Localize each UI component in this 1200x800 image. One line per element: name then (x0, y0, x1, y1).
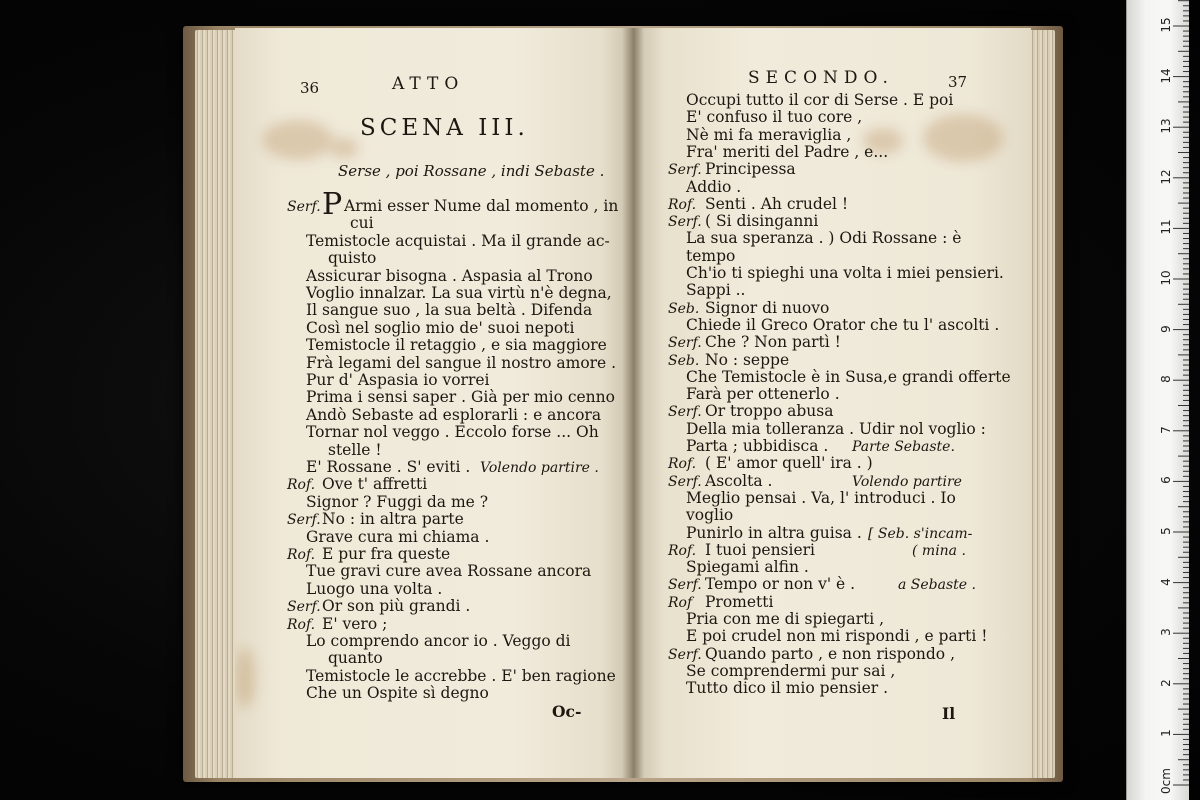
verse-line: Grave cura mi chiama . (306, 527, 490, 546)
verse-line: Spiegami alfin . (686, 558, 809, 577)
verse-line: Temistocle il retaggio , e sia maggiore (306, 336, 607, 355)
verse-line: ( Si disinganni (705, 212, 819, 231)
right-catchword: Il (942, 704, 956, 723)
verse-line: Tornar nol veggo . Eccolo forse ... Oh (306, 423, 599, 442)
scene-title: SCENA III. (360, 115, 529, 141)
speaker-label: Rof (668, 594, 693, 611)
stage-direction: Parte Sebaste. (852, 439, 955, 455)
ruler-label: 11 (1159, 219, 1173, 236)
verse-line: Farà per ottenerlo . (686, 385, 840, 404)
verse-line: I tuoi pensieri (705, 540, 816, 559)
verse-line: Della mia tolleranza . Udir nol voglio : (686, 419, 986, 438)
speaker-label: Rof. (287, 477, 316, 494)
verse-line: E poi crudel non mi rispondi , e parti ! (686, 627, 988, 646)
speaker-label: Serf. (668, 335, 702, 352)
stage-direction: [ Seb. s'incam- (868, 525, 973, 542)
ruler-label: 3 (1159, 628, 1173, 637)
verse-line: Parta ; ubbidisca . (686, 437, 829, 455)
ruler-label: 8 (1159, 375, 1173, 384)
verse-line: Pur d' Aspasia io vorrei (306, 371, 490, 389)
book-gutter (622, 28, 644, 778)
verse-line: quisto (328, 249, 377, 268)
verse-line: Ove t' affretti (322, 475, 428, 494)
verse-line: Occupi tutto il cor di Serse . E poi (686, 91, 954, 109)
verse-line: Armi esser Nume dal momento , in (344, 197, 619, 215)
drop-cap: P (322, 187, 343, 222)
ruler-label: 13 (1159, 118, 1173, 134)
right-page-number: 37 (948, 73, 968, 91)
verse-line: Pria con me di spiegarti , (686, 610, 885, 628)
verse-line: Assicurar bisogna . Aspasia al Trono (306, 266, 593, 285)
verse-line: No : seppe (705, 350, 790, 369)
verse-line: Or troppo abusa (705, 402, 834, 421)
verse-line: Ascolta . (705, 471, 773, 490)
verse-line: ( E' amor quell' ira . ) (705, 454, 873, 473)
verse-line: E' vero ; (322, 614, 388, 633)
verse-line: E' confuso il tuo core , (686, 108, 863, 127)
verse-line: Temistocle acquistai . Ma il grande ac- (306, 231, 610, 250)
ruler-label: 9 (1159, 324, 1173, 333)
speaker-label: Rof. (668, 196, 697, 213)
verse-line: voglio (686, 506, 734, 525)
speaker-label: Rof. (287, 616, 316, 633)
verse-line: cui (350, 214, 374, 233)
measuring-ruler (1126, 0, 1189, 800)
right-running-head: SECONDO. (748, 68, 894, 88)
speaker-label: Serf. (668, 646, 702, 663)
verse-line: tempo (686, 246, 736, 265)
left-running-head: ATTO (392, 74, 465, 94)
speaker-label: Serf. (287, 199, 321, 215)
left-catchword: Oc- (552, 702, 582, 721)
verse-line: Così nel soglio mio de' suoi nepoti (306, 318, 575, 337)
verse-line: Or son più grandi . (322, 597, 471, 616)
verse-line: Meglio pensai . Va, l' introduci . Io (686, 488, 956, 507)
verse-line: La sua speranza . ) Odi Rossane : è (686, 229, 962, 248)
verse-line: Tue gravi cure avea Rossane ancora (306, 562, 592, 581)
verse-line: Quando parto , e non rispondo , (705, 644, 955, 663)
verse-line: Che ? Non partì ! (705, 333, 841, 352)
verse-line: Signor ? Fuggi da me ? (306, 492, 489, 511)
stage-direction: a Sebaste . (898, 577, 976, 594)
speaker-label: Rof. (287, 547, 316, 563)
verse-line: Chiede il Greco Orator che tu l' ascolti . (686, 315, 1000, 334)
stage-direction: Volendo partire . (480, 460, 599, 476)
ruler-label: 12 (1159, 169, 1173, 185)
ruler-label: 10 (1159, 270, 1173, 286)
verse-line: Sappi .. (686, 281, 746, 300)
verse-line: Punirlo in altra guisa . (686, 523, 862, 542)
ruler-label: 7 (1159, 425, 1173, 434)
ruler-label: 6 (1159, 476, 1173, 485)
speaker-label: Serf. (668, 577, 702, 594)
verse-line: Senti . Ah crudel ! (705, 194, 849, 213)
speaker-label: Serf. (668, 473, 702, 490)
verse-line: Temistocle le accrebbe . E' ben ragione (306, 666, 616, 685)
verse-line: Addio . (686, 177, 742, 196)
ruler-label: 4 (1159, 577, 1173, 586)
speaker-label: Serf. (668, 162, 702, 179)
verse-line: Nè mi fa meraviglia , (686, 125, 852, 144)
verse-line: Che un Ospite sì degno (306, 684, 489, 703)
ruler-label: 2 (1159, 678, 1173, 687)
verse-line: Signor di nuovo (705, 298, 830, 317)
speaker-label: Serf. (287, 512, 321, 529)
ruler-label: 1 (1159, 729, 1173, 738)
verse-line: E pur fra queste (322, 545, 451, 563)
verse-line: quanto (328, 649, 383, 668)
speaker-label: Serf. (668, 404, 702, 421)
verse-line: Lo comprendo ancor io . Veggo di (306, 632, 571, 650)
verse-line: Frà legami del sangue il nostro amore . (306, 353, 617, 372)
stage-direction: ( mina . (912, 542, 966, 559)
verse-line: Prima i sensi saper . Già per mio cenno (306, 388, 615, 407)
verse-line: Tutto dico il mio pensier . (686, 679, 889, 698)
verse-line: Tempo or non v' è . (705, 575, 856, 594)
verse-line: Luogo una volta . (306, 579, 443, 598)
verse-line: Che Temistocle è in Susa,e grandi offerte (686, 367, 1011, 386)
speaker-label: Rof. (668, 542, 697, 559)
speaker-label: Serf. (287, 599, 321, 616)
verse-line: No : in altra parte (322, 510, 464, 529)
verse-line: Il sangue suo , la sua beltà . Difenda (306, 301, 593, 320)
verse-line: stelle ! (328, 440, 382, 459)
verse-line: Principessa (705, 160, 796, 179)
verse-line: Ch'io ti spieghi una volta i miei pensieri. (686, 264, 1004, 282)
speaker-label: Seb. (668, 352, 700, 369)
speaker-label: Rof. (668, 456, 697, 473)
verse-line: E' Rossane . S' eviti . (306, 458, 471, 476)
speaker-label: Seb. (668, 300, 700, 317)
left-page-number: 36 (300, 79, 320, 97)
ruler-label: 0cm (1159, 768, 1173, 794)
stage-direction-characters: Serse , poi Rossane , indi Sebaste . (338, 162, 605, 180)
verse-line: Prometti (705, 592, 774, 611)
ruler-label: 5 (1159, 527, 1173, 535)
verse-line: Andò Sebaste ad esplorarli : e ancora (306, 405, 602, 424)
stage-direction: Volendo partire (852, 473, 962, 490)
speaker-label: Serf. (668, 214, 702, 231)
ruler-label: 14 (1159, 67, 1173, 84)
verse-line: Voglio innalzar. La sua virtù n'è degna, (306, 284, 612, 302)
verse-line: Fra' meriti del Padre , e... (686, 142, 889, 161)
ruler-label: 15 (1159, 17, 1173, 33)
ruler-ticks (1127, 0, 1189, 800)
verse-line: Se comprendermi pur sai , (686, 661, 896, 680)
